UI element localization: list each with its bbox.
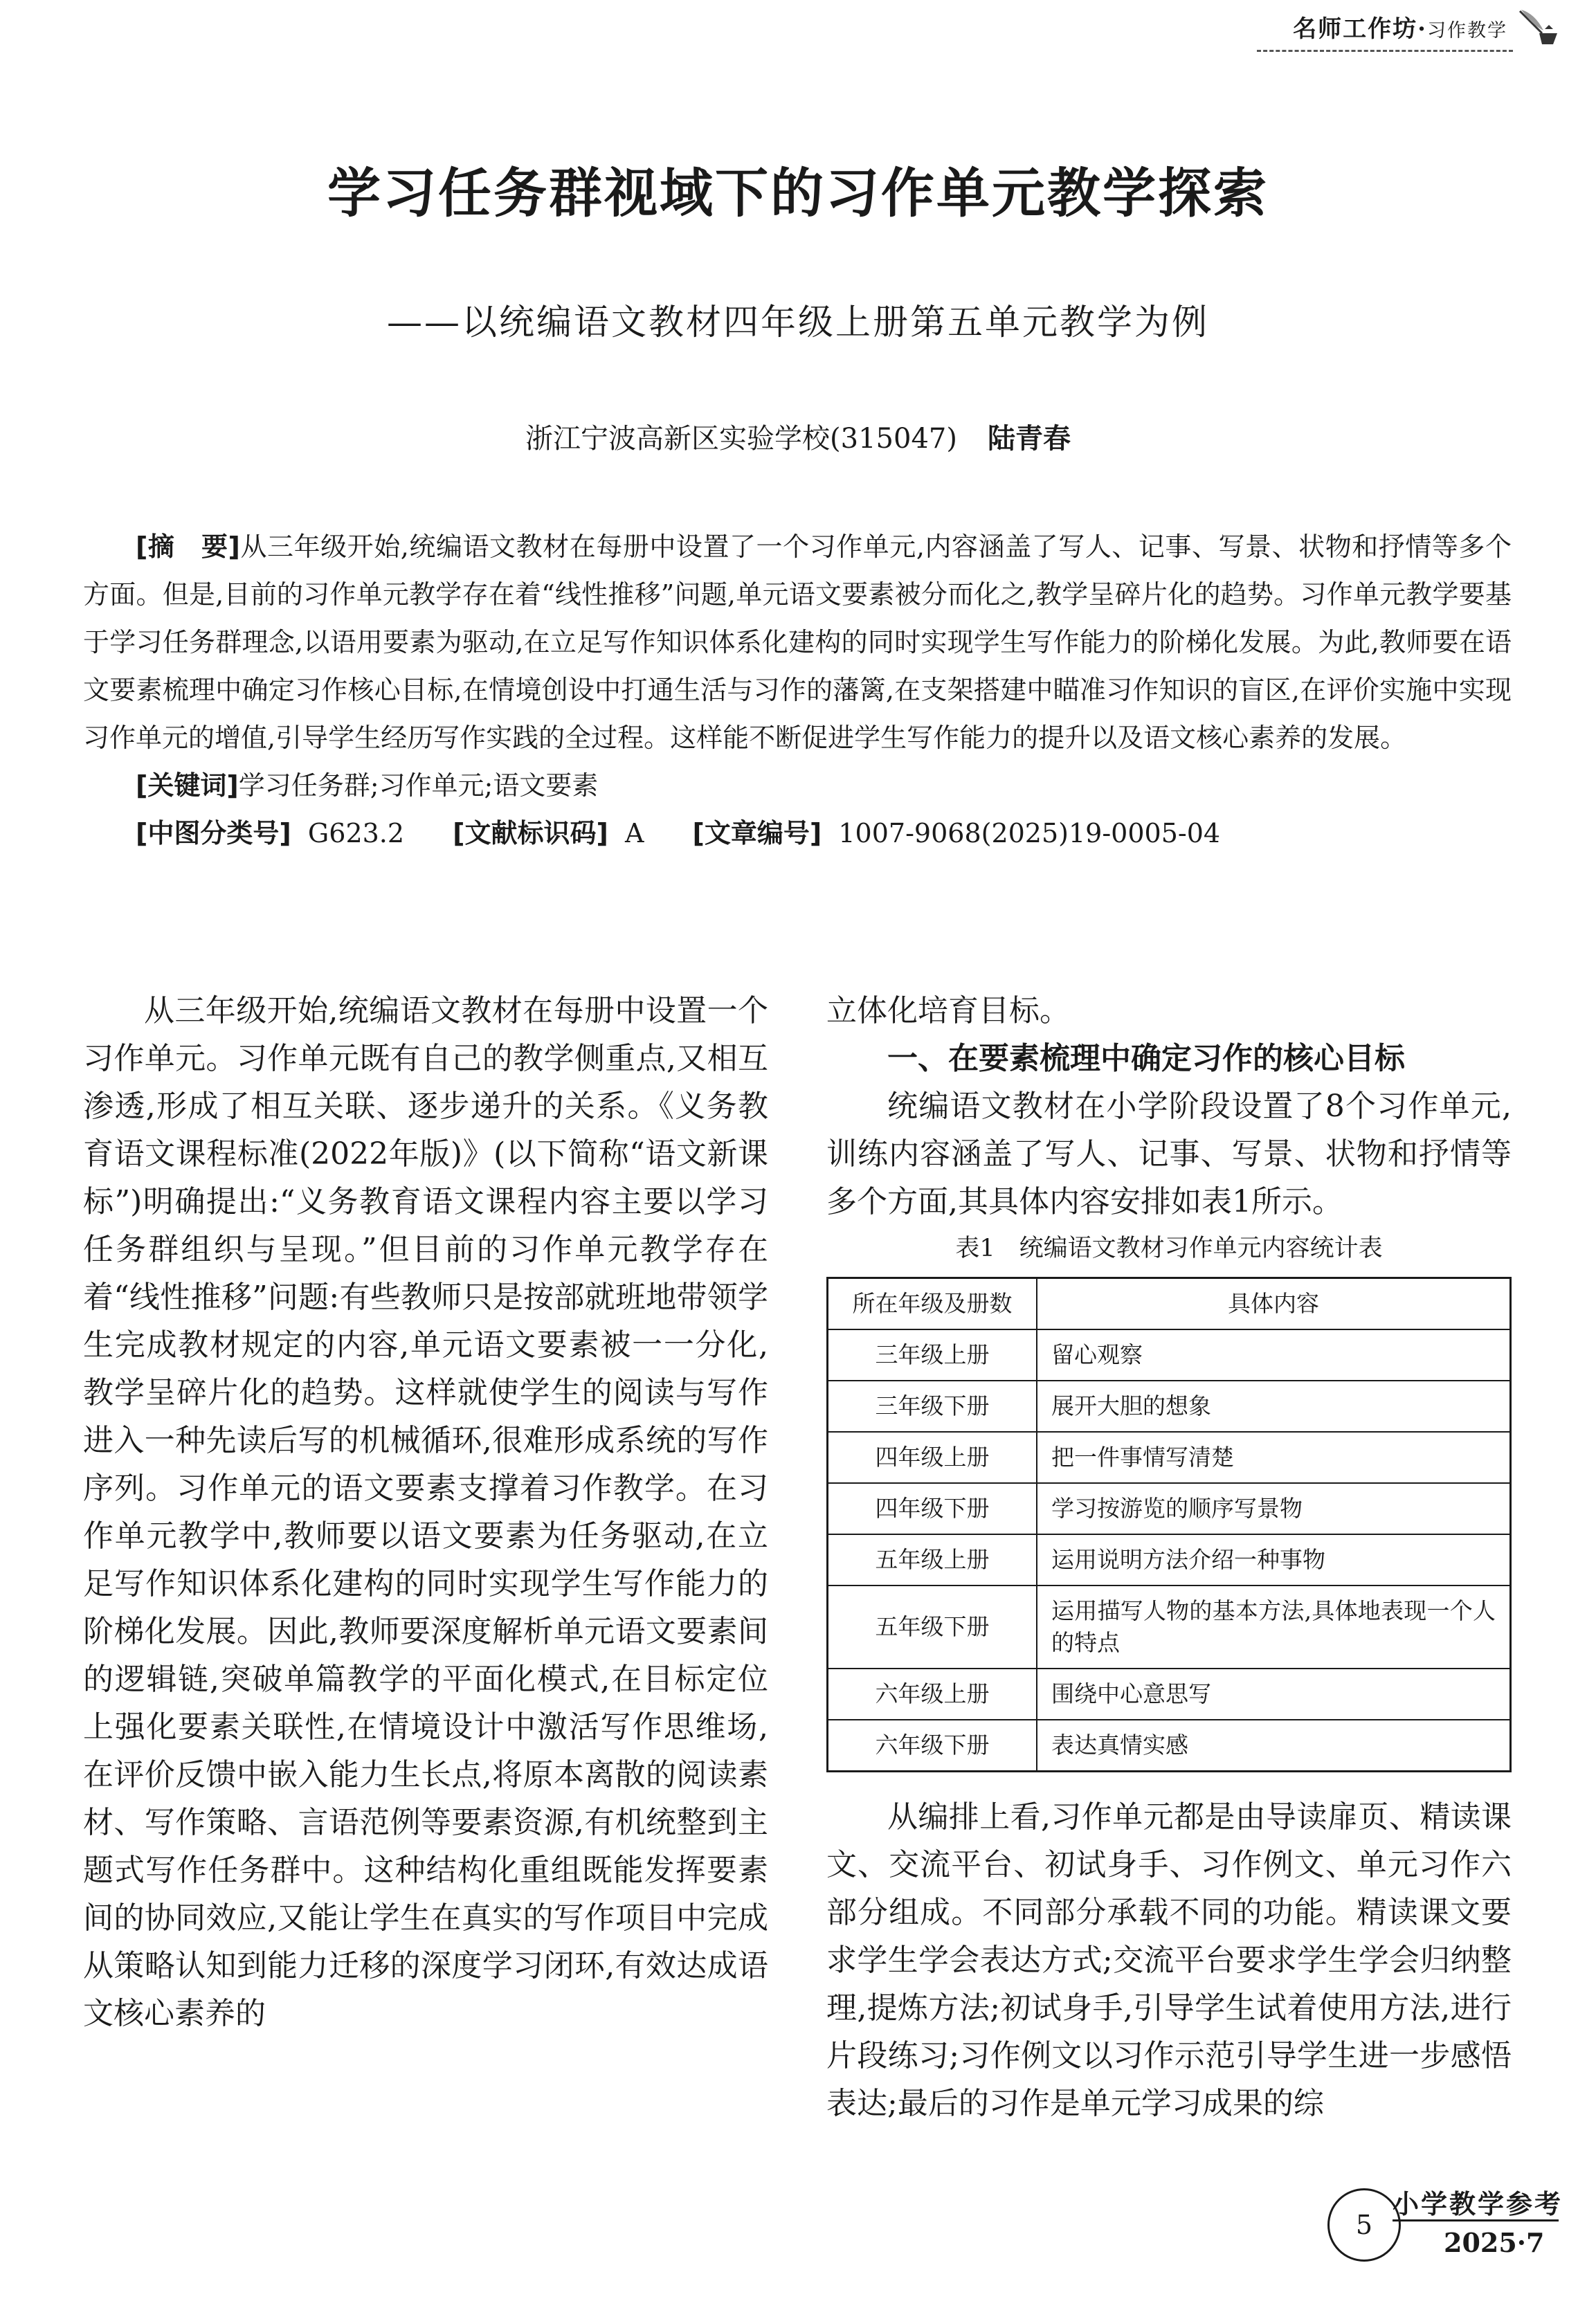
doc-code-value: A [625, 818, 644, 848]
doc-code-label: [文献标识码] [453, 818, 608, 848]
classification-row [83, 810, 1512, 857]
header-separator: · [1417, 15, 1427, 43]
table-row [828, 1669, 1511, 1720]
table-row [828, 1329, 1511, 1381]
section-heading: 一、在要素梳理中确定习作的核心目标 [887, 1041, 1405, 1076]
table-cell-grade: 六年级上册 [828, 1669, 1037, 1720]
author-affiliation: 浙江宁波高新区实验学校(315047) [525, 423, 957, 455]
table-cell-content: 把一件事情写清楚 [1037, 1432, 1511, 1483]
clc-label: [中图分类号] [136, 818, 291, 848]
table-cell-content: 围绕中心意思写 [1037, 1669, 1511, 1720]
table-cell-grade: 四年级上册 [828, 1432, 1037, 1483]
issue-date: 2025·7 [1444, 2227, 1545, 2258]
table-caption: 表1 统编语文教材习作单元内容统计表 [955, 1235, 1383, 1262]
table-row [828, 1381, 1511, 1432]
table-cell-grade: 三年级上册 [828, 1329, 1037, 1381]
section-name: 习作教学 [1427, 20, 1507, 42]
table-cell-grade: 六年级下册 [828, 1720, 1037, 1772]
quill-icon [1514, 6, 1560, 47]
abstract-text: 从三年级开始,统编语文教材在每册中设置了一个习作单元,内容涵盖了写人、记事、写景、状物和抒情等多个方面。但是,目前的习作单元教学存在着“线性推移”问题,单元语文要素被分而化之,教学呈碎片化的趋势。习作单元教学要基于学习任务群理念,以语用要素为驱动,在立足写作知识体系化建构的同时实现学生写作能力的阶梯化发展。为此,教师要在语文要素梳理中确定习作核心目标,在情境创设中打通生活与习作的藩篱,在支架搭建中瞄准习作知识的盲区,在评价实施中实现习作单元的增值,引导学生经历写作实践的全过程。这样能不断促进学生写作能力的提升以及语文核心素养的发展。 [83, 531, 1512, 753]
abstract-block [83, 523, 1512, 857]
table-row [828, 1432, 1511, 1483]
unit-content-table [826, 1277, 1512, 1772]
body-column-left [83, 987, 768, 2037]
header-rule [1257, 50, 1513, 52]
table-header-content: 具体内容 [1037, 1278, 1511, 1330]
table-cell-grade: 五年级下册 [828, 1585, 1037, 1669]
article-number-label: [文章编号] [692, 818, 822, 848]
article-title: 学习任务群视域下的习作单元教学探索 [327, 163, 1269, 225]
table-cell-content: 运用描写人物的基本方法,具体地表现一个人的特点 [1037, 1585, 1511, 1669]
table-cell-content: 展开大胆的想象 [1037, 1381, 1511, 1432]
keywords-row [83, 762, 1512, 810]
body-column-right [826, 987, 1512, 2127]
table-row [828, 1720, 1511, 1772]
author-name: 陆青春 [987, 423, 1071, 455]
clc-value: G623.2 [307, 818, 405, 848]
table-cell-grade: 五年级上册 [828, 1534, 1037, 1585]
page-number: 5 [1327, 2188, 1401, 2262]
article-subtitle: ——以统编语文教材四年级上册第五单元教学为例 [386, 302, 1209, 343]
magazine-name: 小学教学参考 [1393, 2188, 1563, 2219]
table-row [828, 1483, 1511, 1534]
intro-paragraph: 从三年级开始,统编语文教材在每册中设置一个习作单元。习作单元既有自己的教学侧重点,又相互渗透,形成了相互关联、逐步递升的关系。《义务教育语文课程标准(2022年版)》(以下简称“语文新课标”)明确提出:“义务教育语文课程内容主要以学习任务群组织与呈现。”但目前的习作单元教学存在着“线性推移”问题:有些教师只是按部就班地带领学生完成教材规定的内容,单元语文要素被一一分化,教学呈碎片化的趋势。这样就使学生的阅读与写作进入一种先读后写的机械循环,很难形成系统的写作序列。习作单元的语文要素支撑着习作教学。在习作单元教学中,教师要以语文要素为任务驱动,在立足写作知识体系化建构的同时实现学生写作能力的阶梯化发展。因此,教师要深度解析单元语文要素间的逻辑链,突破单篇教学的平面化模式,在目标定位上强化要素关联性,在情境设计中激活写作思维场,在评价反馈中嵌入能力生长点,将原本离散的阅读素材、写作策略、言语范例等要素资源,有机统整到主题式写作任务群中。这种结构化重组既能发挥要素间的协同效应,又能让学生在真实的写作项目中完成从策略认知到能力迁移的深度学习闭环,有效达成语文核心素养的 [83, 993, 768, 2031]
table-header-row [828, 1278, 1511, 1330]
running-header [1293, 10, 1507, 51]
continued-text: 立体化培育目标。 [826, 993, 1070, 1028]
abstract-paragraph [83, 523, 1512, 762]
table-row [828, 1585, 1511, 1669]
column-name: 名师工作坊 [1293, 15, 1418, 43]
table-cell-grade: 三年级下册 [828, 1381, 1037, 1432]
article-number-value: 1007-9068(2025)19-0005-04 [838, 818, 1221, 848]
table-cell-content: 学习按游览的顺序写景物 [1037, 1483, 1511, 1534]
table-cell-content: 运用说明方法介绍一种事物 [1037, 1534, 1511, 1585]
keywords-text: 学习任务群;习作单元;语文要素 [238, 770, 599, 801]
table-cell-content: 留心观察 [1037, 1329, 1511, 1381]
table-cell-grade: 四年级下册 [828, 1483, 1037, 1534]
table-cell-content: 表达真情实感 [1037, 1720, 1511, 1772]
author-line [0, 417, 1596, 456]
section-paragraph-2: 从编排上看,习作单元都是由导读扉页、精读课文、交流平台、初试身手、习作例文、单元习作六部分组成。不同部分承载不同的功能。精读课文要求学生学会表达方式;交流平台要求学生学会归纳整理,提炼方法;初试身手,引导学生试着使用方法,进行片段练习;习作例文以习作示范引导学生进一步感悟表达;最后的习作是单元学习成果的综 [826, 1799, 1512, 2121]
footer-rule [1393, 2219, 1559, 2221]
table-header-grade: 所在年级及册数 [828, 1278, 1037, 1330]
table-row [828, 1534, 1511, 1585]
keywords-label: [关键词] [136, 770, 239, 801]
abstract-label: [摘 要] [136, 531, 240, 562]
section-paragraph-1: 统编语文教材在小学阶段设置了8个习作单元,训练内容涵盖了写人、记事、写景、状物和抒情等多个方面,其具体内容安排如表1所示。 [826, 1089, 1512, 1219]
